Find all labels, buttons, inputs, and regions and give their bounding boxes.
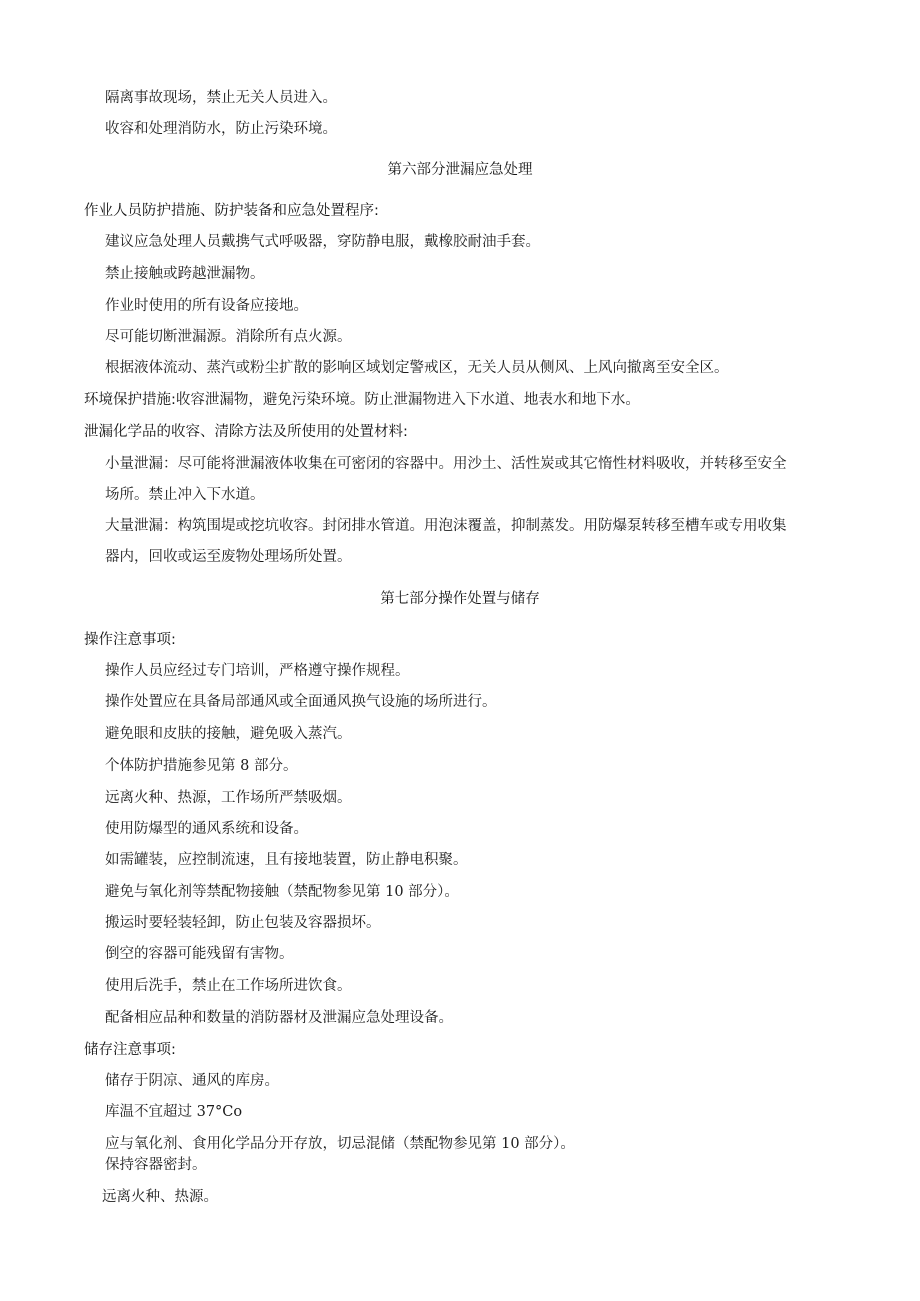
environment-text: 收容泄漏物，避免污染环境。防止泄漏物进入下水道、地表水和地下水。 [175, 392, 640, 408]
list-item: 保持容器密封。 [105, 1157, 207, 1173]
subsection-heading: 泄漏化学品的收容、清除方法及所使用的处置材料: [84, 424, 408, 440]
paragraph-line: 小量泄漏：尽可能将泄漏液体收集在可密闭的容器中。用沙土、活性炭或其它惰性材料吸收，并转移至安全 [105, 456, 787, 472]
section-title: 第七部分操作处置与储存 [380, 591, 540, 607]
list-item: 操作处置应在具备局部通风或全面通风换气设施的场所进行。 [105, 694, 497, 710]
subsection-heading: 环境保护措施: [84, 392, 176, 408]
list-item: 远离火种、热源，工作场所严禁吸烟。 [105, 790, 352, 806]
subsection-heading: 作业人员防护措施、防护装备和应急处置程序: [84, 203, 379, 219]
paragraph-line: 收容和处理消防水，防止污染环境。 [105, 121, 337, 137]
list-item: 使用后洗手，禁止在工作场所进饮食。 [105, 978, 352, 994]
section-title: 第六部分泄漏应急处理 [387, 162, 533, 178]
list-item: 应与氧化剂、食用化学品分开存放，切忌混储（禁配物参见第 10 部分）。 [105, 1136, 575, 1152]
list-item: 建议应急处理人员戴携气式呼吸器，穿防静电服，戴橡胶耐油手套。 [105, 234, 540, 250]
paragraph-line: 隔离事故现场，禁止无关人员进入。 [105, 90, 337, 106]
environment-line [84, 390, 640, 410]
list-item: 尽可能切断泄漏源。消除所有点火源。 [105, 329, 352, 345]
list-item: 使用防爆型的通风系统和设备。 [105, 821, 308, 837]
list-item: 作业时使用的所有设备应接地。 [105, 298, 308, 314]
list-item: 倒空的容器可能残留有害物。 [105, 946, 294, 962]
paragraph-line: 大量泄漏：构筑围堤或挖坑收容。封闭排水管道。用泡沫覆盖，抑制蒸发。用防爆泵转移至槽车或专用收集 [105, 518, 787, 534]
list-item: 远离火种、热源。 [102, 1189, 218, 1205]
list-item: 根据液体流动、蒸汽或粉尘扩散的影响区域划定警戒区，无关人员从侧风、上风向撤离至安全区。 [105, 360, 729, 376]
list-item: 配备相应品种和数量的消防器材及泄漏应急处理设备。 [105, 1010, 453, 1026]
list-item: 避免眼和皮肤的接触，避免吸入蒸汽。 [105, 726, 352, 742]
paragraph-line: 场所。禁止冲入下水道。 [105, 487, 265, 503]
list-item: 避免与氧化剂等禁配物接触（禁配物参见第 10 部分）。 [105, 884, 459, 900]
list-item: 库温不宜超过 37°Co [105, 1104, 243, 1120]
list-item: 禁止接触或跨越泄漏物。 [105, 266, 265, 282]
list-item: 搬运时要轻装轻卸，防止包装及容器损坏。 [105, 915, 381, 931]
list-item: 储存于阴凉、通风的库房。 [105, 1073, 279, 1089]
list-item: 个体防护措施参见第 8 部分。 [105, 758, 298, 774]
list-item: 如需罐装，应控制流速，且有接地装置，防止静电积聚。 [105, 852, 468, 868]
paragraph-line: 器内，回收或运至废物处理场所处置。 [105, 549, 352, 565]
list-item: 操作人员应经过专门培训，严格遵守操作规程。 [105, 663, 410, 679]
subsection-heading: 操作注意事项: [84, 632, 176, 648]
subsection-heading: 储存注意事项: [84, 1042, 176, 1058]
